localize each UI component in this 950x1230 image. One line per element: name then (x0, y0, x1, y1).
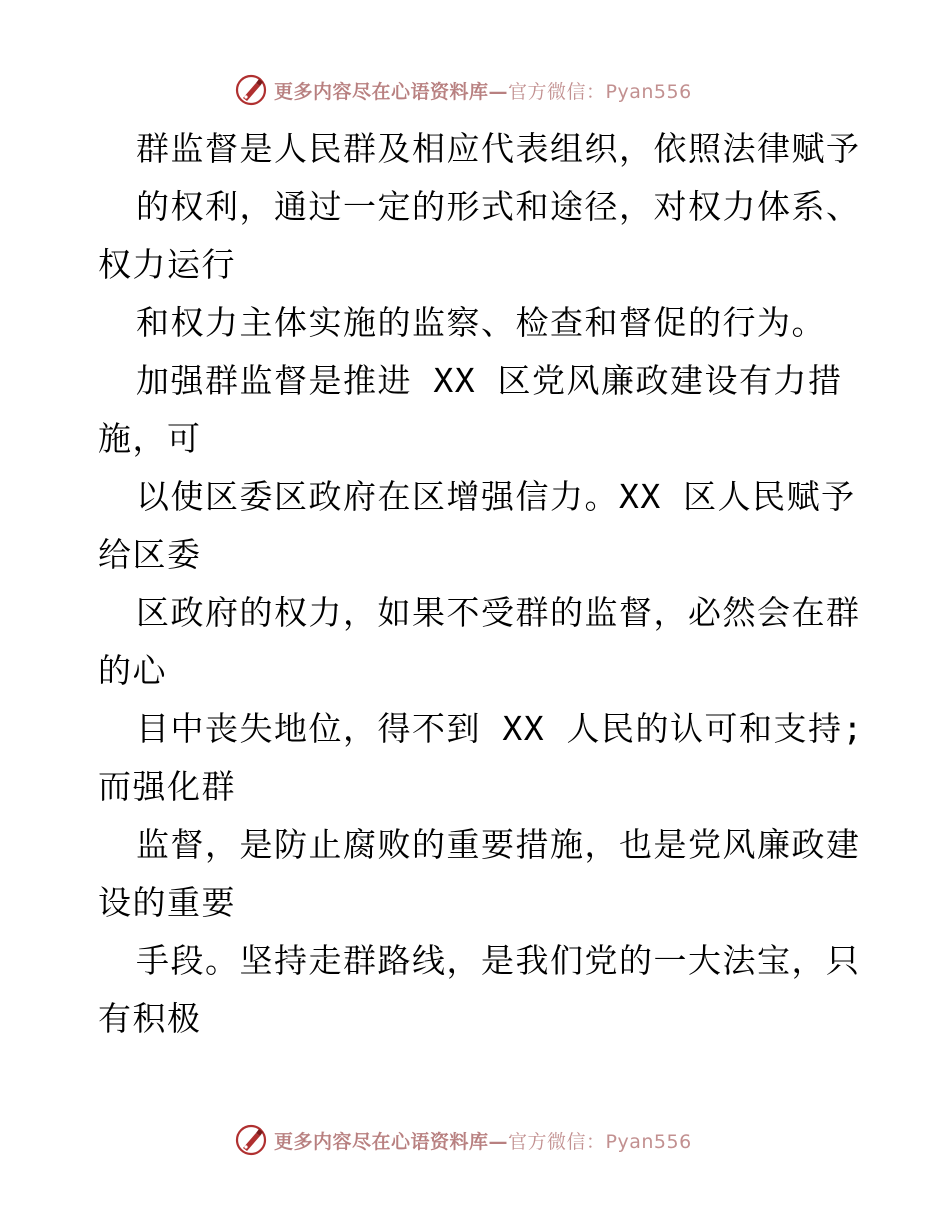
footer-banner-title: 更多内容尽在心语资料库— (274, 1130, 509, 1153)
footer-banner (234, 1120, 754, 1160)
pen-logo-icon (234, 73, 268, 107)
text-line: 有积极 (98, 999, 202, 1038)
text-line: 以使区委区政府在区增强信力。XX 区人民赋予 (136, 477, 856, 516)
text-line: 手段。坚持走群路线，是我们党的一大法宝，只 (136, 941, 861, 980)
text-line: 目中丧失地位，得不到 XX 人民的认可和支持; (136, 709, 864, 748)
text-line: 和权力主体实施的监察、检查和督促的行为。 (136, 303, 826, 342)
header-banner (234, 70, 754, 110)
text-line: 群监督是人民群及相应代表组织，依照法律赋予 (136, 129, 861, 168)
text-line: 而强化群 (98, 767, 236, 806)
document-body (98, 120, 868, 1048)
text-line: 设的重要 (98, 883, 236, 922)
header-banner-text (274, 77, 692, 104)
text-line: 的权利，通过一定的形式和途径，对权力体系、 (136, 187, 861, 226)
text-line: 监督，是防止腐败的重要措施，也是党风廉政建 (136, 825, 861, 864)
footer-banner-text (274, 1127, 692, 1154)
pen-logo-icon (234, 1123, 268, 1157)
footer-banner-wechat: 官方微信：Pyan556 (508, 1130, 692, 1153)
text-line: 区政府的权力，如果不受群的监督，必然会在群 (136, 593, 861, 632)
text-line: 权力运行 (98, 245, 236, 284)
text-line: 的心 (98, 651, 167, 690)
text-line: 给区委 (98, 535, 202, 574)
header-banner-title: 更多内容尽在心语资料库— (274, 80, 509, 103)
text-line: 加强群监督是推进 XX 区党风廉政建设有力措 (136, 361, 843, 400)
header-banner-wechat: 官方微信：Pyan556 (508, 80, 692, 103)
text-line: 施，可 (98, 419, 202, 458)
